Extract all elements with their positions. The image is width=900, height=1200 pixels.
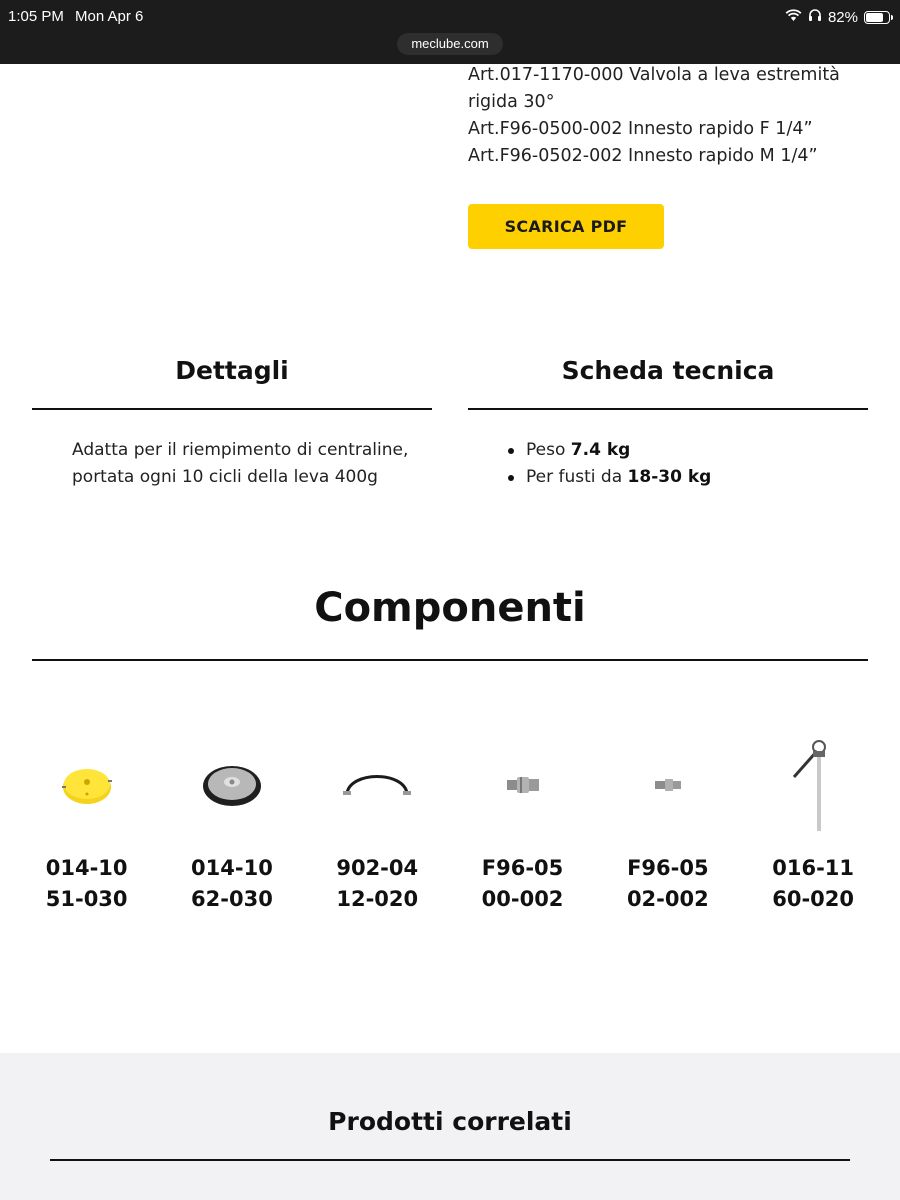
spec-value: 7.4 kg: [570, 440, 631, 460]
dettagli-heading: Dettagli: [175, 356, 289, 385]
component-card[interactable]: [450, 735, 595, 915]
wifi-icon: [785, 9, 802, 26]
spec-item: [526, 437, 711, 464]
component-card[interactable]: [14, 735, 159, 915]
article-list: [468, 62, 868, 170]
component-code[interactable]: 014-1062-030: [191, 856, 273, 911]
hose-icon[interactable]: [327, 735, 427, 835]
status-time: 1:05 PM: [8, 8, 64, 25]
battery-fill: [866, 13, 883, 22]
component-card[interactable]: [740, 735, 885, 915]
headphones-icon: [808, 8, 822, 26]
componenti-heading: Componenti: [314, 585, 586, 631]
divider: [32, 408, 432, 410]
components-grid: [14, 735, 886, 915]
quick-coupler-female-icon[interactable]: [473, 735, 573, 835]
lever-pump-icon[interactable]: [763, 735, 863, 835]
download-pdf-button[interactable]: SCARICA PDF: [468, 204, 664, 249]
component-card[interactable]: [305, 735, 450, 915]
status-date: Mon Apr 6: [75, 8, 144, 25]
related-products-heading: Prodotti correlati: [328, 1107, 572, 1136]
spec-item: [526, 464, 711, 491]
component-code[interactable]: 016-1160-020: [772, 856, 855, 911]
component-code[interactable]: 902-0412-020: [336, 856, 419, 911]
component-code[interactable]: 014-1051-030: [45, 856, 128, 911]
component-code[interactable]: F96-0500-002: [481, 856, 564, 911]
dettagli-text: Adatta per il riempimento di centraline, portata ogni 10 cicli della leva 400g: [72, 440, 409, 487]
quick-coupler-male-icon[interactable]: [618, 735, 718, 835]
follower-plate-icon[interactable]: [182, 735, 282, 835]
url-bar[interactable]: meclube.com: [397, 33, 503, 55]
component-card[interactable]: [595, 735, 740, 915]
status-bar: [0, 0, 900, 64]
scheda-heading: Scheda tecnica: [561, 356, 775, 385]
article-line: Art.F96-0502-002 Innesto rapido M 1/4”: [468, 146, 818, 166]
divider: [32, 659, 868, 661]
battery-percent: 82%: [827, 8, 858, 26]
spec-label: Per fusti da: [526, 467, 628, 487]
divider: [468, 408, 868, 410]
component-code[interactable]: F96-0502-002: [626, 856, 709, 911]
component-card[interactable]: [159, 735, 304, 915]
article-line: Art.017-1170-000 Valvola a leva estremità rigida 30°: [468, 65, 840, 112]
spec-label: Peso: [526, 440, 571, 460]
related-products-section: [0, 1053, 900, 1200]
status-right: [785, 8, 890, 26]
spec-value: 18-30 kg: [627, 467, 712, 487]
article-line: Art.F96-0500-002 Innesto rapido F 1/4”: [468, 119, 813, 139]
yellow-drum-cover-icon[interactable]: [37, 735, 137, 835]
divider: [50, 1159, 850, 1161]
battery-icon: [864, 11, 890, 24]
spec-list: [526, 437, 711, 491]
